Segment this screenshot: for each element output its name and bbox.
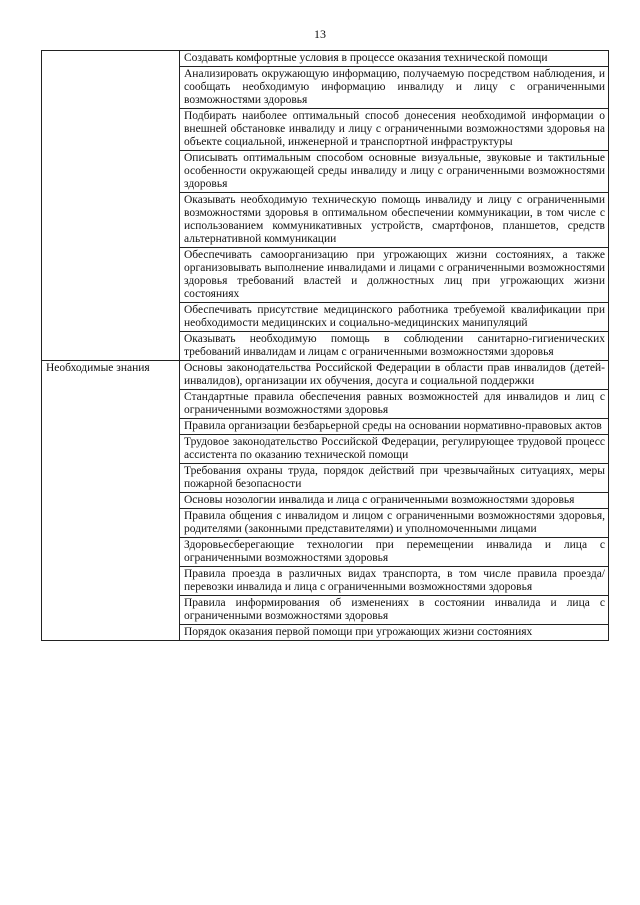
table-body <box>42 51 609 641</box>
knowledge-cell: Здоровьесберегающие технологии при перемещении инвалида и лица с ограниченными возможностями здоровья <box>180 538 609 567</box>
knowledge-cell: Правила общения с инвалидом и лицом с ограниченными возможностями здоровья, родителями (законными представителями) и уполномоченными лицами <box>180 509 609 538</box>
knowledge-cell: Стандартные правила обеспечения равных возможностей для инвалидов и лиц с ограниченными возможностями здоровья <box>180 390 609 419</box>
section-label-knowledge: Необходимые знания <box>42 361 180 641</box>
knowledge-cell: Требования охраны труда, порядок действий при чрезвычайных ситуациях, меры пожарной безопасности <box>180 464 609 493</box>
knowledge-cell: Правила информирования об изменениях в состоянии инвалида и лица с ограниченными возможностями здоровья <box>180 596 609 625</box>
section-label-continued <box>42 51 180 361</box>
requirement-cell: Обеспечивать самоорганизацию при угрожающих жизни состояниях, а также организовывать выполнение инвалидами и лицами с ограниченными возможностями здоровья требований властей и должностных лиц при угрожающих жизни состояниях <box>180 248 609 303</box>
knowledge-cell: Основы законодательства Российской Федерации в области прав инвалидов (детей-инвалидов), организации их обучения, досуга и социальной поддержки <box>180 361 609 390</box>
page-number: 13 <box>314 27 326 41</box>
knowledge-cell: Правила организации безбарьерной среды на основании нормативно-правовых актов <box>180 419 609 435</box>
knowledge-cell: Трудовое законодательство Российской Федерации, регулирующее трудовой процесс ассистента по оказанию технической помощи <box>180 435 609 464</box>
requirement-cell: Создавать комфортные условия в процессе оказания технической помощи <box>180 51 609 67</box>
competency-table <box>41 50 609 641</box>
requirement-cell: Обеспечивать присутствие медицинского работника требуемой квалификации при необходимости медицинских и социально-медицинских манипуляций <box>180 303 609 332</box>
requirement-cell: Описывать оптимальным способом основные визуальные, звуковые и тактильные особенности окружающей среды инвалиду и лицу с ограниченными возможностями здоровья <box>180 151 609 193</box>
requirement-cell: Оказывать необходимую техническую помощь инвалиду и лицу с ограниченными возможностями здоровья в оптимальном обеспечении коммуникации, в том числе с использованием коммуникативных устройств, смартфонов, планшетов, средств альтернативной коммуникации <box>180 193 609 248</box>
requirement-cell: Подбирать наиболее оптимальный способ донесения необходимой информации о внешней обстановке инвалиду и лицу с ограниченными возможностями здоровья на объекте социальной, инженерной и транспортной инфраструктуры <box>180 109 609 151</box>
table-row <box>42 361 609 390</box>
knowledge-cell: Правила проезда в различных видах транспорта, в том числе правила проезда/перевозки инвалида и лица с ограниченными возможностями здоровья <box>180 567 609 596</box>
requirement-cell: Анализировать окружающую информацию, получаемую посредством наблюдения, и сообщать необходимую информацию инвалиду и лицу с ограниченными возможностями здоровья <box>180 67 609 109</box>
knowledge-cell: Порядок оказания первой помощи при угрожающих жизни состояниях <box>180 625 609 641</box>
knowledge-cell: Основы нозологии инвалида и лица с ограниченными возможностями здоровья <box>180 493 609 509</box>
table-row <box>42 51 609 67</box>
requirement-cell: Оказывать необходимую помощь в соблюдении санитарно-гигиенических требований инвалидам и лицам с ограниченными возможностями здоровья <box>180 332 609 361</box>
